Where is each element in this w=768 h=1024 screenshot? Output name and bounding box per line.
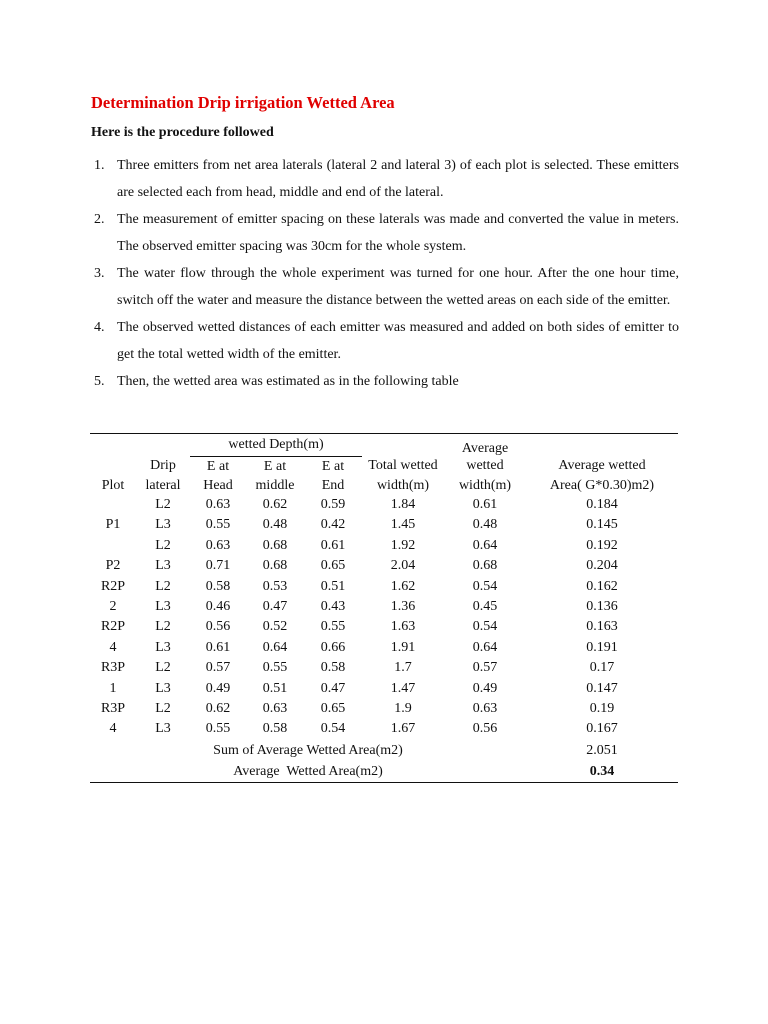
- total-width-cell: 1.92: [390, 537, 416, 553]
- plot-cell: P2: [105, 558, 121, 574]
- step-text: The measurement of emitter spacing on these laterals was made and converted the value in meters. The observed emitter spacing was 30cm for the whole system.: [117, 212, 679, 254]
- total-width-cell: 1.9: [394, 701, 412, 717]
- e-end-cell: 0.51: [320, 578, 346, 594]
- total-width-cell: 1.62: [390, 578, 416, 594]
- header-e-head-line1: E at: [206, 458, 230, 474]
- avg-area-cell: 0.167: [586, 721, 618, 737]
- sum-label: Sum of Average Wetted Area(m2): [213, 742, 403, 758]
- avg-width-cell: 0.63: [472, 701, 498, 717]
- plot-cell: 1: [109, 680, 117, 696]
- lateral-cell: L2: [155, 578, 171, 594]
- avg-width-cell: 0.49: [472, 680, 498, 696]
- avg-width-cell: 0.57: [472, 660, 498, 676]
- header-e-end-line1: E at: [321, 458, 345, 474]
- lateral-cell: L3: [155, 721, 171, 737]
- e-head-cell: 0.56: [205, 619, 231, 635]
- avg-width-cell: 0.45: [472, 599, 498, 615]
- step-number: 1.: [94, 158, 105, 173]
- total-width-cell: 1.67: [390, 721, 416, 737]
- header-blank: [90, 457, 136, 477]
- step-number: 5.: [94, 374, 105, 389]
- table-body: [90, 495, 678, 740]
- total-width-cell: 1.63: [390, 619, 416, 635]
- sum-row: [90, 740, 678, 761]
- header-blank: [526, 434, 678, 457]
- e-end-cell: 0.43: [320, 599, 346, 615]
- e-middle-cell: 0.63: [262, 701, 288, 717]
- table-footer: [90, 740, 678, 783]
- e-end-cell: 0.54: [320, 721, 346, 737]
- e-head-cell: 0.57: [205, 660, 231, 676]
- lateral-cell: L3: [155, 639, 171, 655]
- e-middle-cell: 0.62: [262, 497, 288, 512]
- header-avg-width-line1: Average: [461, 440, 509, 456]
- lateral-cell: L2: [155, 537, 171, 553]
- avg-area-cell: 0.184: [586, 497, 618, 512]
- e-head-cell: 0.49: [205, 680, 231, 696]
- table-row: [90, 536, 678, 556]
- total-width-cell: 1.36: [390, 599, 416, 615]
- e-end-cell: 0.66: [320, 639, 346, 655]
- plot-cell: R3P: [100, 660, 126, 676]
- wetted-area-table: [90, 433, 678, 783]
- step-text: The water flow through the whole experiment was turned for one hour. After the one hour time, switch off the water and measure the distance between the wetted areas on each side of the emitter.: [117, 266, 679, 308]
- step-text: The observed wetted distances of each emitter was measured and added on both sides of emitter to get the total wetted width of the emitter.: [117, 320, 679, 362]
- table-row: [90, 577, 678, 597]
- table-row: [90, 679, 678, 699]
- lateral-cell: L2: [155, 497, 171, 512]
- table-row: [90, 638, 678, 658]
- procedure-heading: Here is the procedure followed: [91, 125, 274, 140]
- procedure-step: [91, 314, 679, 368]
- avg-area-cell: 0.136: [586, 599, 618, 615]
- avg-width-cell: 0.48: [472, 517, 498, 533]
- avg-area-cell: 0.162: [586, 578, 618, 594]
- header-avg-area-line2: Area( G*0.30)m2): [549, 477, 655, 493]
- avg-area-cell: 0.163: [586, 619, 618, 635]
- document-title: Determination Drip irrigation Wetted Area: [91, 93, 395, 112]
- e-end-cell: 0.65: [320, 558, 346, 574]
- e-head-cell: 0.63: [205, 497, 231, 512]
- table-row: [90, 617, 678, 637]
- e-end-cell: 0.58: [320, 660, 346, 676]
- plot-cell: [90, 536, 136, 556]
- plot-cell: R2P: [100, 578, 126, 594]
- avg-width-cell: 0.64: [472, 639, 498, 655]
- plot-cell: 4: [109, 639, 117, 655]
- header-blank: [362, 434, 444, 457]
- table-row: [90, 719, 678, 739]
- e-middle-cell: 0.53: [262, 578, 288, 594]
- step-text: Then, the wetted area was estimated as in the following table: [117, 374, 459, 389]
- e-head-cell: 0.62: [205, 701, 231, 717]
- e-head-cell: 0.55: [205, 517, 231, 533]
- e-middle-cell: 0.64: [262, 639, 288, 655]
- header-e-end-line2: End: [321, 477, 345, 493]
- header-avg-width-line3: width(m): [458, 477, 512, 493]
- average-label: Average Wetted Area(m2): [233, 763, 383, 779]
- table-header: [90, 434, 678, 496]
- lateral-cell: L2: [155, 619, 171, 635]
- step-number: 4.: [94, 320, 105, 335]
- e-middle-cell: 0.47: [262, 599, 288, 615]
- total-width-cell: 1.7: [394, 660, 412, 676]
- avg-width-cell: 0.68: [472, 558, 498, 574]
- step-number: 2.: [94, 212, 105, 227]
- e-head-cell: 0.55: [205, 721, 231, 737]
- plot-cell: P1: [105, 517, 121, 533]
- total-width-cell: 1.84: [390, 497, 416, 512]
- table-row: [90, 658, 678, 678]
- e-middle-cell: 0.58: [262, 721, 288, 737]
- header-blank: [136, 434, 190, 457]
- header-e-middle-line2: middle: [255, 477, 295, 493]
- total-width-cell: 2.04: [390, 558, 416, 574]
- e-head-cell: 0.46: [205, 599, 231, 615]
- lateral-cell: L3: [155, 517, 171, 533]
- header-drip-line1: Drip: [150, 458, 176, 474]
- e-head-cell: 0.61: [205, 639, 231, 655]
- e-middle-cell: 0.52: [262, 619, 288, 635]
- avg-area-cell: 0.17: [589, 660, 615, 676]
- avg-area-cell: 0.19: [589, 701, 615, 717]
- e-head-cell: 0.63: [205, 537, 231, 553]
- e-middle-cell: 0.68: [262, 537, 288, 553]
- lateral-cell: L3: [155, 558, 171, 574]
- e-end-cell: 0.47: [320, 680, 346, 696]
- step-text: Three emitters from net area laterals (lateral 2 and lateral 3) of each plot is selected. These emitters are selected each from head, middle and end of the lateral.: [117, 158, 679, 200]
- header-wetted-depth: wetted Depth(m): [190, 434, 362, 457]
- procedure-step: [91, 152, 679, 206]
- avg-area-cell: 0.191: [586, 639, 618, 655]
- sum-value: 2.051: [586, 742, 618, 758]
- header-drip-line2: lateral: [145, 477, 181, 493]
- table-row: [90, 495, 678, 515]
- average-value: 0.34: [589, 763, 615, 779]
- plot-cell: R2P: [100, 619, 126, 635]
- e-end-cell: 0.65: [320, 701, 346, 717]
- procedure-step: [91, 260, 679, 314]
- lateral-cell: L2: [155, 660, 171, 676]
- header-plot: Plot: [101, 477, 125, 493]
- plot-cell: 2: [109, 599, 117, 615]
- plot-cell: [90, 495, 136, 515]
- e-end-cell: 0.55: [320, 619, 346, 635]
- lateral-cell: L3: [155, 680, 171, 696]
- table-row: [90, 556, 678, 576]
- avg-width-cell: 0.54: [472, 578, 498, 594]
- plot-cell: R3P: [100, 701, 126, 717]
- header-total-line2: width(m): [376, 477, 430, 493]
- total-width-cell: 1.91: [390, 639, 416, 655]
- e-head-cell: 0.71: [205, 558, 231, 574]
- avg-width-cell: 0.56: [472, 721, 498, 737]
- procedure-step: [91, 368, 679, 395]
- avg-area-cell: 0.192: [586, 537, 618, 553]
- avg-width-cell: 0.61: [472, 497, 498, 512]
- avg-area-cell: 0.145: [586, 517, 618, 533]
- avg-width-cell: 0.64: [472, 537, 498, 553]
- header-avg-width-line2: wetted: [466, 458, 504, 474]
- e-end-cell: 0.61: [320, 537, 346, 553]
- total-width-cell: 1.45: [390, 517, 416, 533]
- e-middle-cell: 0.51: [262, 680, 288, 696]
- e-middle-cell: 0.55: [262, 660, 288, 676]
- procedure-step: [91, 206, 679, 260]
- plot-cell: 4: [109, 721, 117, 737]
- lateral-cell: L3: [155, 599, 171, 615]
- e-head-cell: 0.58: [205, 578, 231, 594]
- avg-width-cell: 0.54: [472, 619, 498, 635]
- total-width-cell: 1.47: [390, 680, 416, 696]
- lateral-cell: L2: [155, 701, 171, 717]
- procedure-list: [91, 152, 679, 395]
- wetted-area-table-container: [90, 433, 678, 783]
- e-end-cell: 0.42: [320, 517, 346, 533]
- avg-area-cell: 0.147: [586, 680, 618, 696]
- avg-area-cell: 0.204: [586, 558, 618, 574]
- header-avg-area-line1: Average wetted: [558, 458, 646, 474]
- e-middle-cell: 0.48: [262, 517, 288, 533]
- header-total-line1: Total wetted: [368, 458, 438, 474]
- table-row: [90, 515, 678, 535]
- step-number: 3.: [94, 266, 105, 281]
- header-e-head-line2: Head: [203, 477, 233, 493]
- e-middle-cell: 0.68: [262, 558, 288, 574]
- table-row: [90, 699, 678, 719]
- header-e-middle-line1: E at: [263, 458, 287, 474]
- e-end-cell: 0.59: [320, 497, 346, 512]
- header-blank: [90, 434, 136, 457]
- table-row: [90, 597, 678, 617]
- average-row: [90, 761, 678, 783]
